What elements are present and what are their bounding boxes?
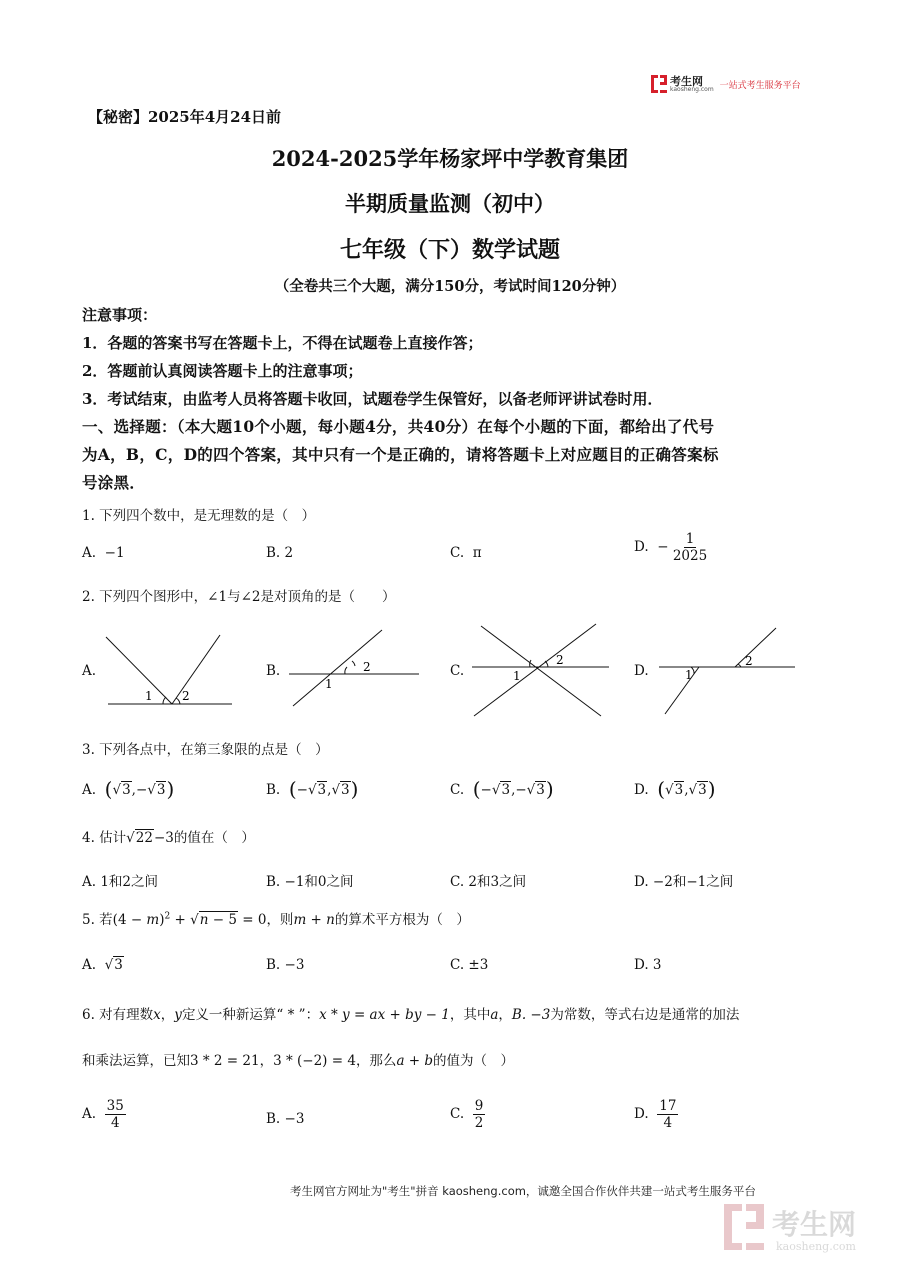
q6-stem-line1: 6. 对有理数x，y定义一种新运算“ * ”：x * y = ax + by − 1，其中a，B. −3为常数，等式右边是通常的加法 [82,1007,740,1023]
title-school: 2024-2025学年杨家坪中学教育集团 [271,146,629,171]
q2a-angle1: 1 [145,689,153,703]
q2-figure-b [285,625,425,715]
q4-option-c: C. 2和3之间 [450,874,527,890]
q3-option-a: A. (√3,−√3) [82,777,175,801]
logo-mark-icon [651,75,667,93]
section1-line: 一、选择题：（本大题10个小题，每小题4分，共40分）在每个小题的下面，都给出了代号 [82,417,715,436]
logo-slogan: 一站式考生服务平台 [719,80,801,91]
q4-stem: 4. 估计√22−3的值在（ ） [82,830,255,846]
exam-info: （全卷共三个大题，满分150分，考试时间120分钟） [274,278,626,295]
q3-option-c: C. (−√3,−√3) [450,777,554,801]
q2-label-d: D. [634,663,649,679]
q4-option-d: D. −2和−1之间 [634,874,734,890]
notice-item: 3．考试结束，由监考人员将答题卡收回，试题卷学生保管好，以备老师评讲试卷时用． [82,390,663,408]
q3-option-d: D. (√3,√3) [634,777,716,801]
q2-stem: 2. 下列四个图形中，∠1与∠2是对顶角的是（ ） [82,589,396,605]
q2a-angle2: 2 [182,689,190,703]
q2-figure-c [468,620,613,720]
q4-option-a: A. 1和2之间 [82,874,159,890]
secret-line: 【秘密】2025年4月24日前 [88,108,282,126]
footer-text: 考生网官方网址为"考生"拼音 kaosheng.com，诚邀全国合作伙伴共建一站式考生服务平台 [290,1184,756,1198]
q1-stem: 1. 下列四个数中，是无理数的是（ ） [82,508,316,524]
q2-label-b: B. [266,663,281,679]
logo-cn: 考生网 [670,74,703,88]
q1-a-value: −1 [104,545,125,561]
q1-option-c: C. π [450,545,482,561]
q6-stem-line2: 和乘法运算，已知3 * 2 = 21，3 * (−2) = 4，那么a + b的值为（ ） [82,1053,515,1069]
watermark [722,1200,882,1258]
q3-stem: 3. 下列各点中，在第三象限的点是（ ） [82,742,329,758]
q2-label-a: A. [82,663,97,679]
notice-item: 1．各题的答案书写在答题卡上，不得在试题卷上直接作答； [82,334,483,352]
notice-heading: 注意事项： [82,306,158,324]
q6-option-a: A. $\frac{35}{4}$ [82,1098,124,1132]
q5-stem: 5. 若$(4 - m)^2 + √n - 5 = 0$，则m + n的算术平方根为（ ） [82,911,470,928]
q2-label-c: C. [450,663,465,679]
q1-b-value: 2 [284,545,294,561]
q6-option-c: C. $\frac{9}{2}$ [450,1098,484,1132]
section1-line: 为A，B，C，D的四个答案，其中只有一个是正确的，请将答题卡上对应题目的正确答案标 [82,445,719,464]
q6-option-b: B. −3 [266,1111,305,1127]
q1-c-value: π [472,545,482,561]
q2d-angle1: 1 [685,668,693,682]
q2-figure-d [655,625,800,720]
notice-item: 2．答题前认真阅读答题卡上的注意事项； [82,362,363,380]
q2b-angle2: 2 [363,660,371,674]
q6-option-d: D. $\frac{17}{4}$ [634,1098,677,1132]
q2c-angle1: 1 [513,669,521,683]
q3-option-b: B. (−√3,√3) [266,777,359,801]
q1-option-b: B. 2 [266,545,294,561]
q2-figure-a [100,625,240,715]
q5-option-c: C. ±3 [450,957,489,973]
q1-option-a: A. −1 [82,545,125,561]
watermark-text: 考生网 [772,1208,857,1241]
watermark-logo-icon [722,1200,882,1258]
watermark-en: kaosheng.com [776,1240,856,1253]
logo-en: kaosheng.com [670,85,714,93]
q5-option-b: B. −3 [266,957,305,973]
q5-option-d: D. 3 [634,957,662,973]
q4-option-b: B. −1和0之间 [266,874,354,890]
q1-option-d: D. − $\frac{1}{2025}$ [634,531,708,565]
q2d-angle2: 2 [745,654,753,668]
q5-option-a: A. √3 [82,957,123,973]
section1-line: 号涂黑． [82,473,146,492]
header-logo [651,73,801,95]
q2b-angle1: 1 [325,677,333,691]
title-exam: 半期质量监测（初中） [345,191,555,216]
q2c-angle2: 2 [556,653,564,667]
title-subject: 七年级（下）数学试题 [339,237,560,263]
